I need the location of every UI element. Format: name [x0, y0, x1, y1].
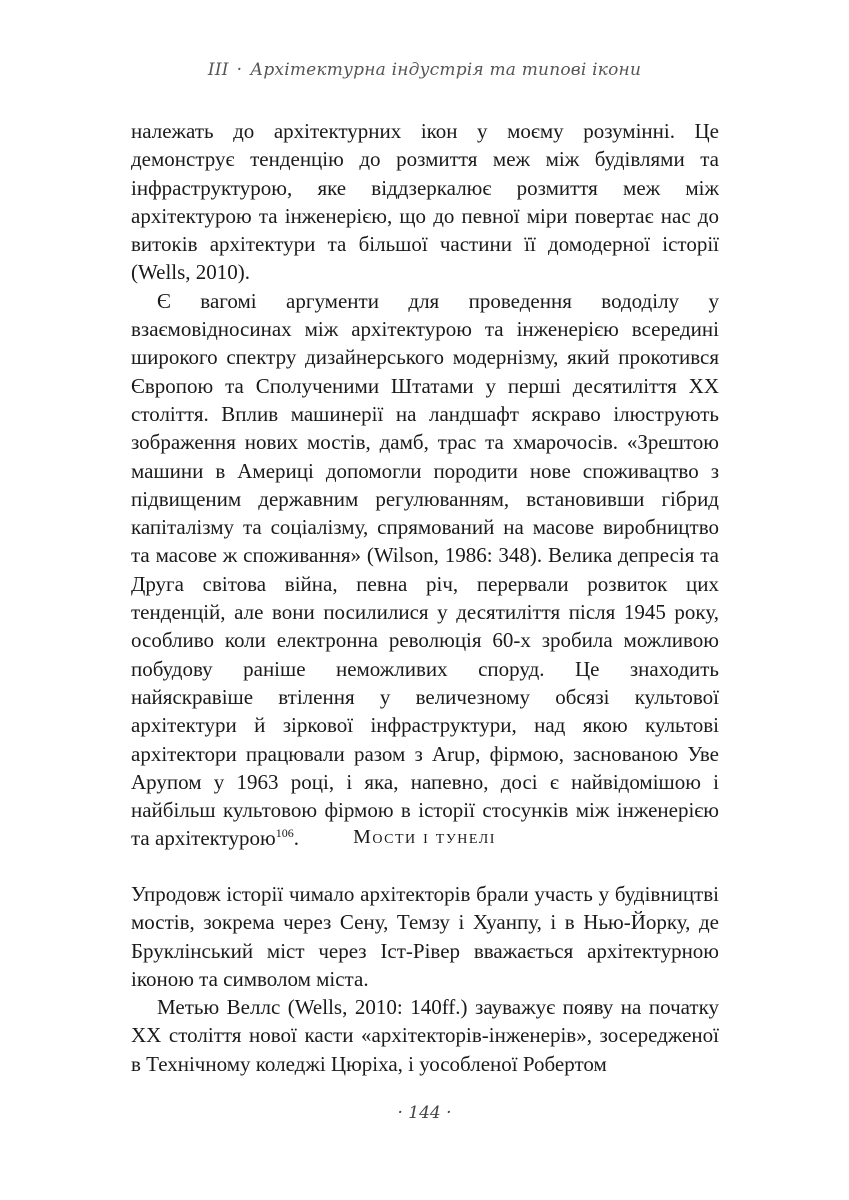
- main-text: [131, 117, 719, 853]
- running-head-separator: ·: [236, 60, 243, 80]
- chapter-title: Архітектурна індустрія та типові ікони: [250, 60, 642, 80]
- paragraph-continued: належать до архітектурних ікон у моєму розумінні. Це демонструє тенденцію до розмиття меж між будівлями та інфраструктурою, яке віддзеркалює розмиття меж між архітектурою та інженерією, що до певної міри повертає нас до витоків архітектури та більшої частини її домодерної історії (Wells, 2010).: [131, 119, 719, 285]
- paragraph-modernism-text: Є вагомі аргументи для проведення вододілу у взаємовідносинах між архітектурою та інженерією всередині широкого спектру дизайнерського модернізму, який прокотився Європою та Сполученими Штатами у перші десятиліття XX століття. Вплив машинерії на ландшафт яскраво ілюструють зображення нових мостів, дамб, трас та хмарочосів. «Зрештою машини в Америці допомогли породити нове споживацтво з підвищеним державним регулюванням, встановивши гібрид капіталізму та соціалізму, спрямований на масове виробництво та масове ж споживання» (Wilson, 1986: 348). Велика депресія та Друга світова війна, певна річ, перервали розвиток цих тенденцій, але вони посилилися у десятиліття після 1945 року, особливо коли електронна революція 60-х зробила можливою побудову раніше неможливих споруд. Це знаходить найяскравіше втілення у величезному обсязі культової архітектури й зіркової інфраструктури, над якою культові архітектори працювали разом з Arup, фірмою, заснованою Уве Арупом у 1963 році, і яка, напевно, досі є найвідомішою і найбільш культовою фірмою в історії стосунків між інженерією та архітектурою: [131, 288, 719, 851]
- paragraph-modernism: [131, 287, 719, 853]
- chapter-number: III: [207, 60, 229, 80]
- page-number: · 144 ·: [397, 1103, 452, 1123]
- section-text: [131, 880, 719, 1078]
- paragraph-bridges: Упродовж історії чимало архітекторів брали участь у будівництві мостів, зокрема через Сену, Темзу і Хуанпу, і в Нью-Йорку, де Бруклінський міст через Іст-Рівер вважається архітектурною іконою та символом міста.: [131, 882, 719, 991]
- section-heading: Мости і тунелі: [353, 826, 496, 848]
- running-head: [0, 60, 849, 80]
- footnote-marker: 106: [275, 826, 294, 841]
- paragraph-modernism-end: .: [293, 826, 299, 851]
- paragraph-wells: Метью Веллс (Wells, 2010: 140ff.) зауважує появу на початку XX століття нової касти «архітекторів-інженерів», зосередженої в Технічному коледжі Цюріха, і уособленої Робертом: [131, 995, 719, 1076]
